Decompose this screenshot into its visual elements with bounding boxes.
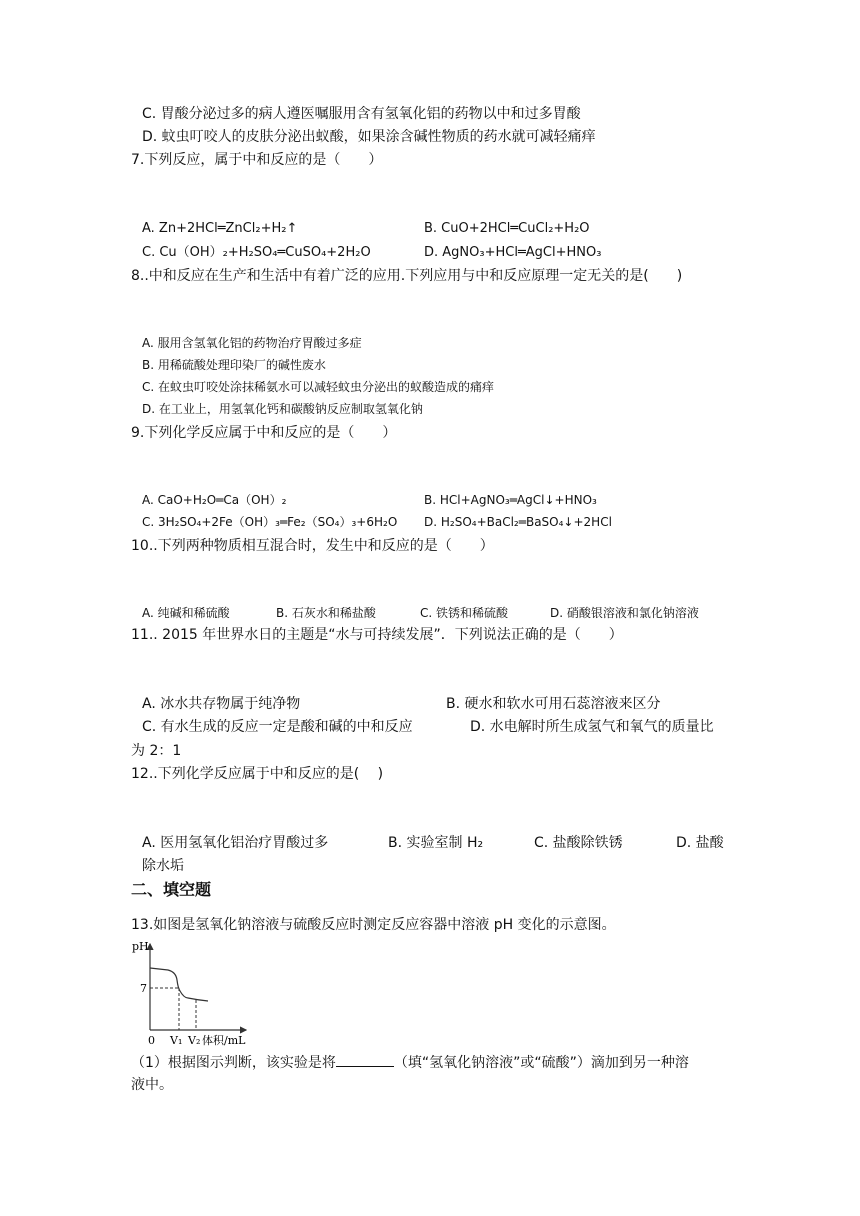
q9-stem: 9.下列化学反应属于中和反应的是（ ） [131,425,397,441]
section-title: 二、填空题 [131,880,212,899]
q12-option-d-continued: 除水垢 [142,858,184,874]
q7-option-d: D. AgNO₃+HCl═AgCl+HNO₃ [424,245,602,260]
ph-curve [150,968,208,1001]
q11-option-d-continued: 为 2：1 [131,743,182,759]
q12-option-c: C. 盐酸除铁锈 [534,835,623,851]
q10-stem: 10..下列两种物质相互混合时，发生中和反应的是（ ） [131,538,494,554]
q12-option-d: D. 盐酸 [676,835,724,851]
q13-sub1-prefix: （1）根据图示判断，该实验是将 [131,1055,336,1071]
q10-option-a: A. 纯碱和稀硫酸 [142,606,230,620]
q9-option-a: A. CaO+H₂O═Ca（OH）₂ [142,493,287,507]
q11-option-d: D. 水电解时所生成氢气和氧气的质量比 [470,719,714,735]
answer-blank[interactable] [336,1054,394,1067]
q12-stem: 12..下列化学反应属于中和反应的是( ) [131,766,384,782]
v1-label: V₁ [170,1034,183,1046]
q11-option-c: C. 有水生成的反应一定是酸和碱的中和反应 [142,719,413,735]
q8-option-b: B. 用稀硫酸处理印染厂的碱性废水 [142,358,326,372]
q7-option-b: B. CuO+2HCl═CuCl₂+H₂O [424,221,590,236]
q7-option-c: C. Cu（OH）₂+H₂SO₄═CuSO₄+2H₂O [142,245,371,260]
y-axis-label: pH [132,940,149,953]
q10-option-b: B. 石灰水和稀盐酸 [276,606,376,620]
ph-graph [128,938,252,1046]
q11-option-b: B. 硬水和软水可用石蕊溶液来区分 [446,696,661,712]
q9-option-b: B. HCl+AgNO₃═AgCl↓+HNO₃ [424,493,597,507]
y-tick-7: 7 [140,982,147,995]
q13-sub1-continued: 液中。 [131,1077,173,1093]
q12-option-a: A. 医用氢氧化铝治疗胃酸过多 [142,835,329,851]
q6-option-c: C. 胃酸分泌过多的病人遵医嘱服用含有氢氧化铝的药物以中和过多胃酸 [142,106,581,122]
q8-stem: 8..中和反应在生产和生活中有着广泛的应用.下列应用与中和反应原理一定无关的是( ) [131,268,683,284]
q10-option-c: C. 铁锈和稀硫酸 [420,606,509,620]
q10-option-d: D. 硝酸银溶液和氯化钠溶液 [550,606,699,620]
q13-stem: 13.如图是氢氧化钠溶液与硫酸反应时测定反应容器中溶液 pH 变化的示意图。 [131,917,616,933]
q8-option-c: C. 在蚊虫叮咬处涂抹稀氨水可以减轻蚊虫分泌出的蚁酸造成的痛痒 [142,380,495,394]
q13-sub1 [131,1054,689,1070]
origin-label: 0 [148,1034,155,1046]
q11-option-a: A. 冰水共存物属于纯净物 [142,696,301,712]
q13-sub1-suffix: （填“氢氧化钠溶液”或“硫酸”）滴加到另一种溶 [393,1055,689,1071]
q12-option-b: B. 实验室制 H₂ [388,835,484,851]
q7-stem: 7.下列反应，属于中和反应的是（ ） [131,152,383,168]
q7-option-a: A. Zn+2HCl═ZnCl₂+H₂↑ [142,221,298,236]
q8-option-a: A. 服用含氢氧化铝的药物治疗胃酸过多症 [142,336,362,350]
v2-label: V₂ [188,1034,201,1046]
q11-stem: 11.. 2015 年世界水日的主题是“水与可持续发展”．下列说法正确的是（ ） [131,627,623,643]
q9-option-c: C. 3H₂SO₄+2Fe（OH）₃═Fe₂（SO₄）₃+6H₂O [142,515,398,529]
x-axis-label: 体积/mL [202,1034,246,1046]
q6-option-d: D. 蚊虫叮咬人的皮肤分泌出蚁酸，如果涂含碱性物质的药水就可减轻痛痒 [142,129,596,145]
q8-option-d: D. 在工业上，用氢氧化钙和碳酸钠反应制取氢氧化钠 [142,402,423,416]
q9-option-d: D. H₂SO₄+BaCl₂═BaSO₄↓+2HCl [424,515,612,529]
